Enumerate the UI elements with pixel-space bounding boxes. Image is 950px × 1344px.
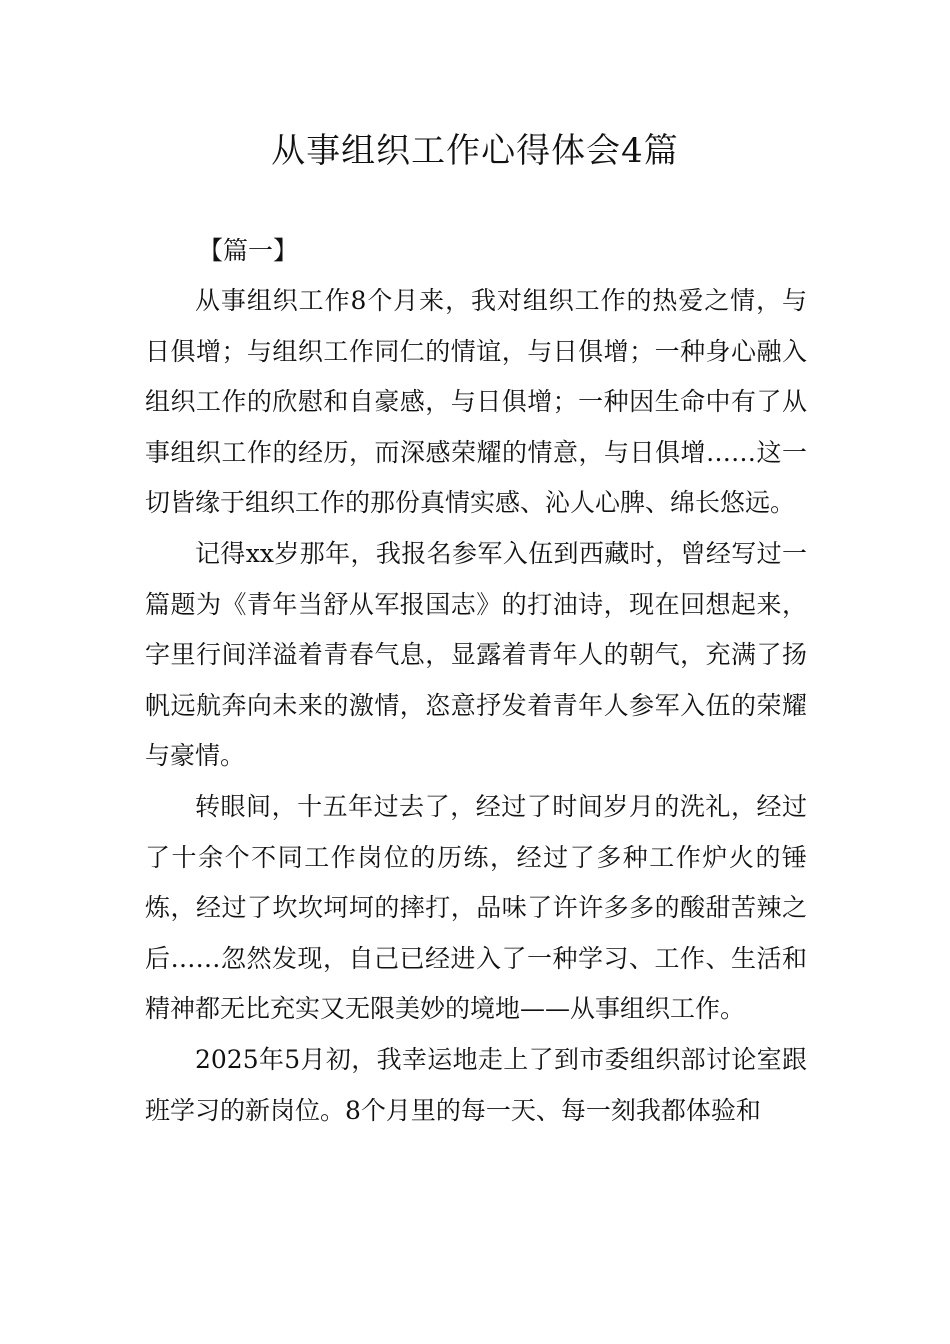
paragraph: 转眼间，十五年过去了，经过了时间岁月的洗礼，经过了十余个不同工作岗位的历练，经过了多种工作炉火的锤炼，经过了坎坎坷坷的摔打，品味了许许多多的酸甜苦辣之后……忽然发现，自己已经进入了一种学习、工作、生活和精神都无比充实又无限美妙的境地——从事组织工作。 (145, 791, 807, 1024)
section-label: 【篇一】 (198, 236, 299, 265)
document-body (145, 276, 807, 1136)
paragraph: 从事组织工作8个月来，我对组织工作的热爱之情，与日俱增；与组织工作同仁的情谊，与日俱增；一种身心融入组织工作的欣慰和自豪感，与日俱增；一种因生命中有了从事组织工作的经历，而深感荣耀的情意，与日俱增……这一切皆缘于组织工作的那份真情实感、沁人心脾、绵长悠远。 (145, 286, 807, 518)
paragraph: 记得xx岁那年，我报名参军入伍到西藏时，曾经写过一篇题为《青年当舒从军报国志》的打油诗，现在回想起来，字里行间洋溢着青春气息，显露着青年人的朝气，充满了扬帆远航奔向未来的激情，恣意抒发着青年人参军入伍的荣耀与豪情。 (145, 538, 807, 771)
paragraph: 2025年5月初，我幸运地走上了到市委组织部讨论室跟班学习的新岗位。8个月里的每一天、每一刻我都体验和 (145, 1044, 807, 1125)
document-title: 从事组织工作心得体会4篇 (271, 131, 679, 171)
